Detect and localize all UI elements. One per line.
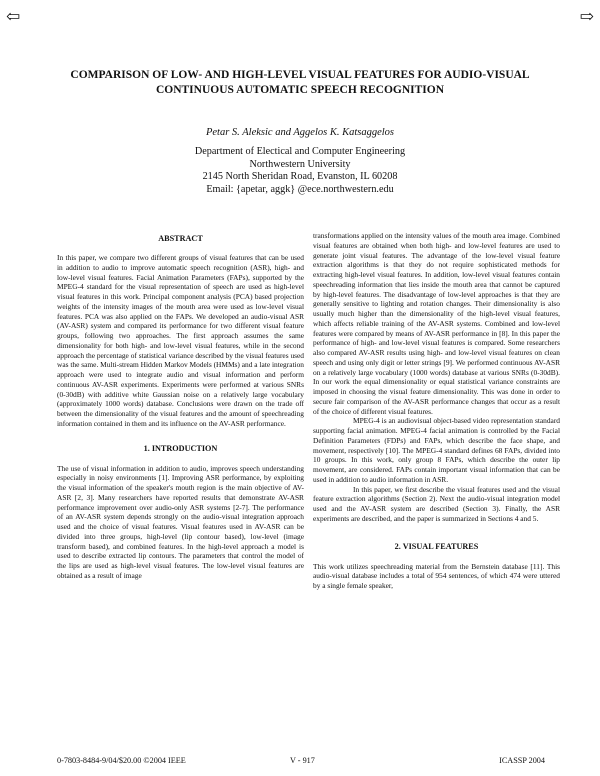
- left-column: [57, 232, 304, 581]
- introduction-text: The use of visual information in addition to audio, improves speech understanding especially in noisy environments [1]. Improving ASR performance, by exploiting the visual information of the speaker's mouth region is the main objective of AV-ASR [2, 3]. Many researchers have reported results that demonstrate AV-ASR performance improvement over audio-only ASR systems [2-7]. The performance of an AV-ASR system depends strongly on the audio-visual integration approach used and the choice of visual features. Visual features used in AV-ASR can be divided into three groups, high-level (lip contour based), low-level (image transform based), and combined features. In the high-level approach a model is used to describe extracted lip contours. The parameters that control the model of the lips are used as high-level visual features. The low-level visual features are obtained as a result of image: [57, 463, 304, 580]
- footer-conference: ICASSP 2004: [499, 756, 545, 765]
- paper-outline-paragraph: In this paper, we first describe the visual features used and the visual feature extraction algorithms (Section 2). Next the audio-visual integration model used and the AV-ASR system are described (Section 3). Finally, the ASR experiments are described, and the paper is summarized in Sections 4 and 5.: [313, 484, 560, 523]
- intro-continued-text: transformations applied on the intensity values of the mouth area image. Combined visual features are obtained when both high- and low-level features are used to generate joint visual features. The advantage of the low-level visual feature extraction algorithms is that they do not require sophisticated methods for extracting high-level visual features. In addition, low-level visual features contain speechreading information that lies inside the mouth area that cannot be captured by high-level features. The disadvantage of low-level approaches is that they are generally sensitive to lighting and rotation changes. Their dimensionality is also usually much higher than the dimensionality of the high-level visual features, which affects reliable training of the AV-ASR systems. Combined and low-level features were compared by means of AV-ASR performance in [8]. In this paper the performance of high- and low-level visual features is compared. Some researchers also compared AV-ASR results using high- and low-level visual features on clean speech and using only digit or letter strings [9]. We performed continuous AV-ASR on a relatively large vocabulary (1000 words) database at various SNRs (0-30dB). In our work the equal dimensionality or equal statistical variance constraints are imposed in choosing the visual feature dimensionality. This was done in order to secure fair comparison of the AV-ASR performance changes that occur as a result of the choice of different visual features.: [313, 231, 560, 416]
- right-column: [313, 231, 560, 591]
- title-line-2: CONTINUOUS AUTOMATIC SPEECH RECOGNITION: [155, 84, 445, 96]
- abstract-text: In this paper, we compare two different groups of visual features that can be used in addition to audio to improve automatic speech recognition (ASR), high- and low-level visual features. Facial Animation Parameters (FAPs), supported by the MPEG-4 standard for the visual representation of speech are used as high-level visual features in this work. Principal component analysis (PCA) based projection weights of the intensity images of the mouth area were used as low-level visual features. PCA was also applied on the FAPs. We developed an audio-visual ASR (AV-ASR) system and compared its performance for two different visual feature groups, following two approaches. The first approach assumes the same dimensionality for both high- and low-level visual features, while in the second approach the percentage of statistical variance described by the visual features used was the same. Multi-stream Hidden Markov Models (HMMs) and a late integration approach were used to integrate audio and visual information and perform continuous AV-ASR experiments. Experiments were performed at various SNRs (0-30dB) with additive white Gaussian noise on a relatively large vocabulary (approximately 1000 words) database. Conclusions were drawn on the trade off between the dimensionality of the visual features and the amount of speechreading information contained in them and its influence on the AV-ASR performance.: [57, 253, 304, 428]
- visual-features-heading: 2. VISUAL FEATURES: [394, 541, 479, 551]
- footer-isbn: 0-7803-8484-9/04/$20.00 ©2004 IEEE: [57, 756, 186, 765]
- abstract-heading: ABSTRACT: [158, 234, 203, 243]
- affiliation-email: Email: {apetar, aggk} @ece.northwestern.edu: [206, 183, 394, 195]
- authors: Petar S. Aleksic and Aggelos K. Katsaggelos: [205, 127, 394, 138]
- affiliation-address: 2145 North Sheridan Road, Evanston, IL 60208: [202, 171, 398, 182]
- affiliation: [0, 146, 600, 196]
- affiliation-department: Department of Electical and Computer Engineering: [194, 146, 406, 157]
- paper-title: [40, 68, 560, 98]
- mpeg4-paragraph: MPEG-4 is an audiovisual object-based video representation standard supporting facial animation. MPEG-4 facial animation is controlled by the Facial Definition Parameters (FDPs) and FAPs, which describe the face shape, and movement, respectively [10]. The MPEG-4 standard defines 68 FAPs, divided into 10 groups. In this work, only group 8 FAPs, which describe the outer lip movement, are considered. FAPs contain important visual information that can be used in addition to audio information in ASR.: [313, 416, 560, 484]
- next-page-arrow-icon[interactable]: ⇨: [579, 7, 594, 26]
- introduction-heading: 1. INTRODUCTION: [143, 443, 218, 453]
- footer-page-number: V - 917: [290, 756, 315, 765]
- visual-features-text: This work utilizes speechreading material from the Bernstein database [11]. This audio-visual database includes a total of 954 sentences, of which 474 were uttered by a single female speaker,: [313, 561, 560, 590]
- affiliation-university: Northwestern University: [249, 158, 351, 170]
- previous-page-arrow-icon[interactable]: ⇦: [6, 7, 21, 26]
- title-line-1: COMPARISON OF LOW- AND HIGH-LEVEL VISUAL FEATURES FOR AUDIO-VISUAL: [70, 69, 530, 81]
